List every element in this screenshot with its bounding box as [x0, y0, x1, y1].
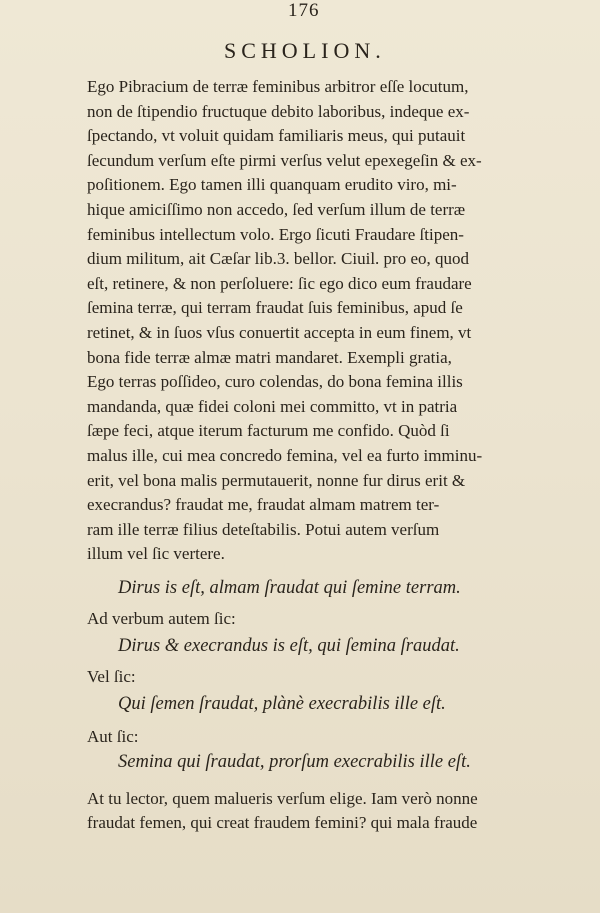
verse-line-2: Dirus & execrandus is eſt, qui ſemina ſraudat. — [118, 636, 460, 656]
translation-label-2: Vel ſic: — [87, 667, 136, 686]
text-line: hique amiciſſimo non accedo, ſed verſum illum de terræ — [87, 200, 466, 219]
text-line: dium militum, ait Cæſar lib.3. bellor. Ciuil. pro eo, quod — [87, 249, 470, 269]
text-line: malus ille, cui mea concredo femina, vel ea furto imminu- — [87, 446, 483, 465]
verse-line-3: Qui ſemen ſraudat, plànè execrabilis ille eſt. — [118, 694, 446, 714]
text-line: feminibus intellectum volo. Ergo ſicuti Fraudare ſtipen- — [87, 224, 464, 244]
text-line: mandanda, quæ fidei coloni mei committo, vt in patria — [87, 396, 458, 416]
page-heading: SCHOLION. — [224, 38, 386, 63]
translation-label-1: Ad verbum autem ſic: — [87, 609, 236, 628]
text-line: non de ſtipendio fructuque debito laboribus, indeque ex- — [87, 101, 470, 121]
translation-label-3: Aut ſic: — [87, 727, 139, 746]
text-line: Ego Pibracium de terræ feminibus arbitror eſſe locutum, — [87, 77, 469, 96]
text-line: execrandus? fraudat me, fraudat almam matrem ter- — [87, 495, 440, 515]
text-line: erit, vel bona malis permutauerit, nonne fur dirus erit & — [87, 470, 466, 490]
text-line: poſitionem. Ego tamen illi quanquam erudito viro, mi- — [87, 175, 457, 195]
text-line: At tu lector, quem malueris verſum elige. Iam verò nonne — [87, 789, 478, 808]
text-line: Ego terras poſſideo, curo colendas, do bona femina illis — [87, 372, 463, 392]
text-line: fraudat femen, qui creat fraudem femini? qui mala fraude — [87, 813, 478, 832]
text-line: retinet, & in ſuos vſus conuertit accepta in eum finem, vt — [87, 323, 472, 342]
text-line: ſpectando, vt voluit quidam familiaris meus, qui putauit — [87, 126, 466, 146]
text-line: bona fide terræ almæ matri mandaret. Exempli gratia, — [87, 347, 452, 367]
text-line: ram ille terræ filius deteſtabilis. Potui autem verſum — [87, 519, 440, 539]
verse-line-1: Dirus is eſt, almam ſraudat qui ſemine terram. — [118, 578, 461, 598]
verse-line-4: Semina qui ſraudat, prorſum execrabilis ille eſt. — [118, 752, 471, 772]
text-line: illum vel ſic vertere. — [87, 544, 225, 564]
text-line: eſt, retinere, & non perſoluere: ſic ego dico eum fraudare — [87, 273, 472, 293]
text-line: ſemina terræ, qui terram fraudat ſuis feminibus, apud ſe — [87, 298, 463, 318]
text-line: ſecundum verſum eſte pirmi verſus velut epexegeſin & ex- — [87, 150, 482, 170]
text-line: ſæpe feci, atque iterum facturum me confido. Quòd ſi — [87, 421, 450, 441]
page-number: 176 — [288, 0, 320, 21]
